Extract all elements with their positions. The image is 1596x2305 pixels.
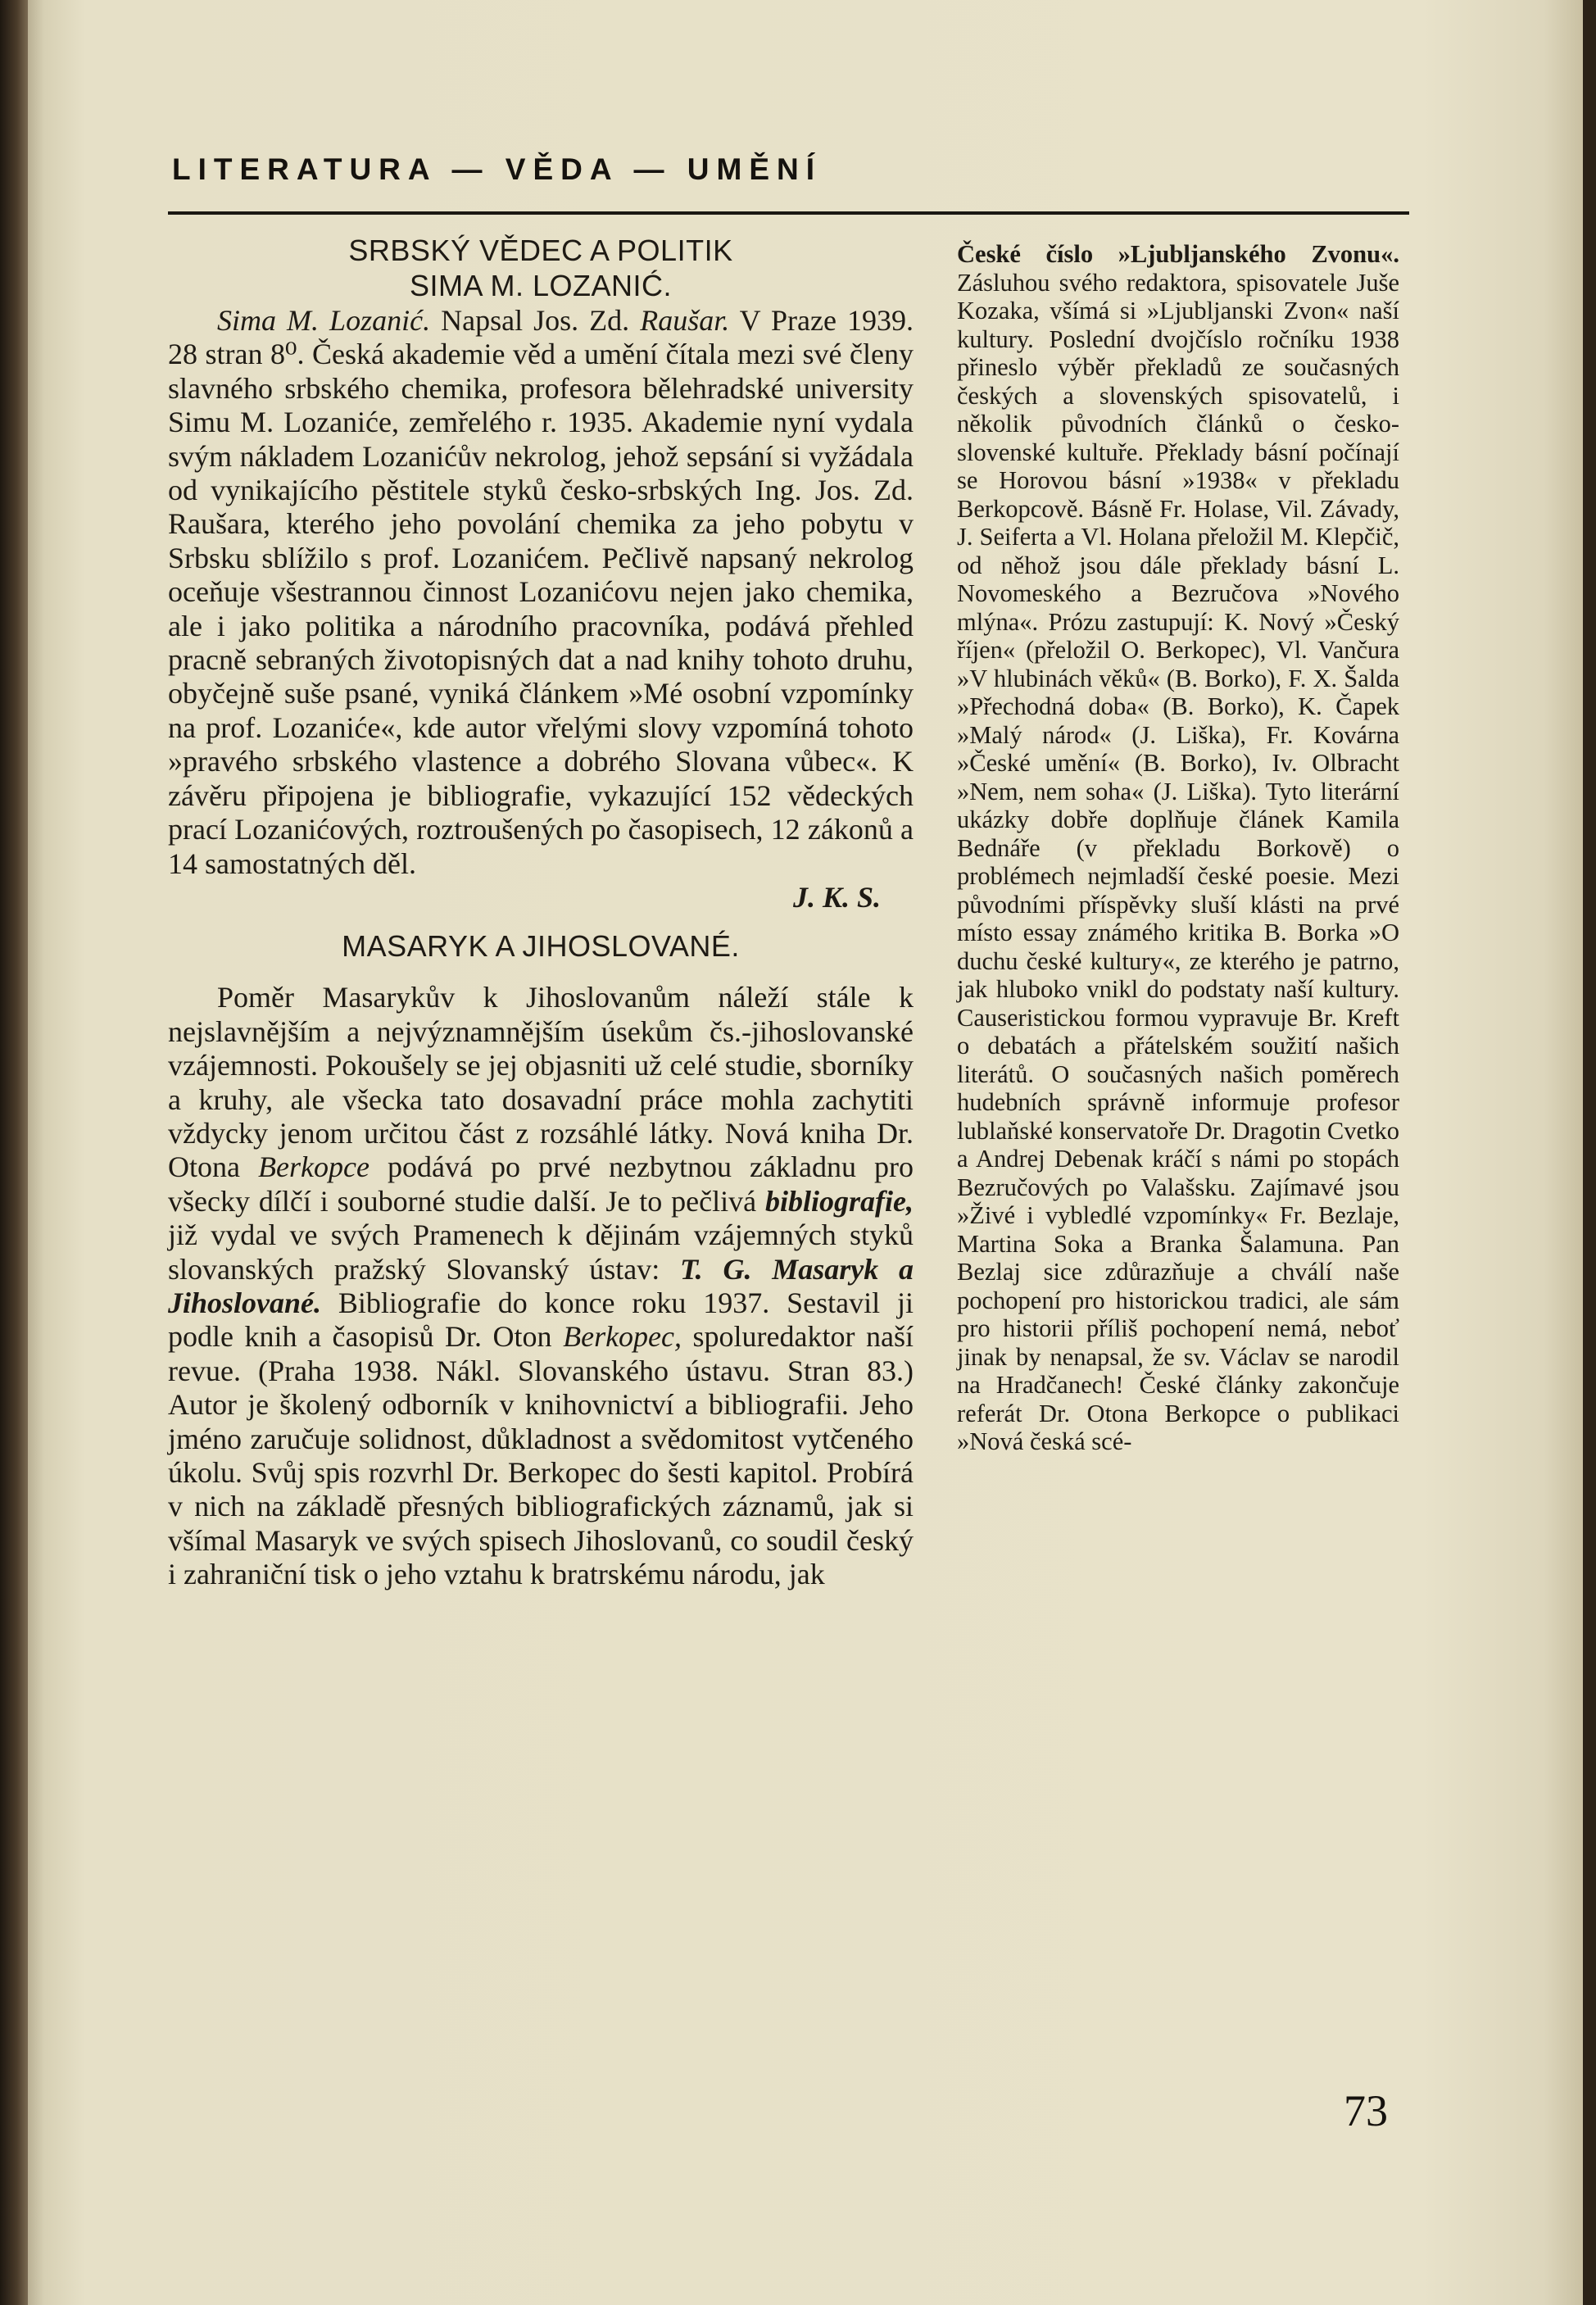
article2-text-b: podává po prvé nezbytnou základnu pro všecky dílčí i souborné studie další. Je to pečlivá: [168, 1150, 914, 1218]
article1-book-author: Sima M. Lozanić.: [217, 304, 431, 337]
article2-name-berkopce: Berkopce: [258, 1150, 370, 1184]
page-number: 73: [1344, 2086, 1388, 2135]
right-column: [957, 240, 1399, 1456]
article1-book-meta: Napsal Jos. Zd.: [430, 304, 641, 337]
left-column: [168, 234, 914, 1592]
article2-text-e: spoluredaktor naší revue. (Praha 1938. Nákl. Slovanského ústavu. Stran 83.) Autor je školený odborník v knihovnictví a bibliografii. Jeho jméno zaručuje solidnost, důkladnost a svědomitost vytčeného úkolu. Svůj spis rozvrhl Dr. Berkopec do šesti kapitol. Probírá v nich na základě přesných bibliografických záznamů, jak si všímal Masaryk ve svých spisech Jihoslovanů, co soudil český i zahraniční tisk o jeho vztahu k bratrskému národu, jak: [168, 1320, 914, 1591]
article2-title: MASARYK A JIHOSLOVANÉ.: [342, 929, 740, 964]
right-column-lead: České číslo »Ljubljanského Zvonu«.: [957, 240, 1399, 268]
article1-title-line2: SIMA M. LOZANIĆ.: [409, 269, 673, 302]
article1-signature: J. K. S.: [792, 880, 881, 914]
article2-name-berkopec: Berkopec,: [563, 1320, 682, 1354]
article2-word-bibliografie: bibliografie,: [765, 1184, 914, 1218]
article1-title-line1: SRBSKÝ VĚDEC A POLITIK: [348, 234, 733, 267]
article2-body: [168, 981, 914, 1591]
article2-text-a: Poměr Masarykův k Jihoslovanům náleží stále k nejslavnějším a nejvýznamnějším úsekům čs.-jihoslovanské vzájemnosti. Pokoušely se jej objasniti už celé studie, sborníky a kruhy, ale všecka tato dosavadní práce mohla zachytiti vždycky jenom určitou část z rozsáhlé látky. Nová kniha Dr. Otona: [168, 981, 914, 1184]
header-rule: [168, 211, 1409, 215]
article2-book-title: T. G. Masaryk a Jihoslované.: [168, 1252, 914, 1319]
book-gutter: [0, 0, 28, 2305]
article1-book-writer: Raušar.: [640, 304, 730, 337]
right-column-text: [957, 240, 1399, 1456]
article2-text-d: Bibliografie do konce roku 1937. Sestavil ji podle knih a časopisů Dr. Oton: [168, 1286, 914, 1354]
running-head: LITERATURA — VĚDA — UMĚNÍ: [172, 152, 823, 186]
article1-body-text: V Praze 1939. 28 stran 8⁰. Česká akademie věd a umění čítala mezi své členy slavného srbského chemika, profesora bělehradské university Simu M. Lozaniće, zemřelého r. 1935. Akademie nyní vydala svým nákladem Lozanićův nekrolog, jehož sepsání si vyžádala od vynikajícího pěstitele styků česko-srbských Ing. Jos. Zd. Raušara, kterého jeho povolání chemika za jeho pobytu v Srbsku sblížilo s prof. Lozanićem. Pečlivě napsaný nekrolog oceňuje všestrannou činnost Lozanićovu nejen jako chemika, ale i jako politika a národního pracovníka, podává přehled pracně sebraných životopisných dat a nad knihy tohoto druhu, obyčejně suše psané, vyniká článkem »Mé osobní vzpomínky na prof. Lozaniće«, kde autor vřelými slovy vzpomíná tohoto »pravého srbského vlastence a dobrého Slovana vůbec«. K závěru připojena je bibliografie, vykazující 152 vědeckých prací Lozanićových, roztroušených po časopisech, 12 zákonů a 14 samostatných děl.: [168, 304, 914, 880]
article1-body: [168, 304, 914, 881]
right-column-body: Zásluhou svého redaktora, spisovatele Juše Kozaka, všímá si »Ljubljanski Zvon« naší kultury. Poslední dvojčíslo ročníku 1938 přineslo výběr překladů ze současných českých a slovenských spisovatelů, i několik původních článků o česko-slovenské kultuře. Překlady básní počínají se Horovou básní »1938« v překladu Berkopcově. Básně Fr. Holase, Vil. Závady, J. Seiferta a Vl. Holana přeložil M. Klepčič, od něhož jsou dále překlady básní L. Novomeského a Bezručova »Nového mlýna«. Prózu zastupují: K. Nový »Český říjen« (přeložil O. Berkopec), Vl. Vančura »V hlubinách věků« (B. Borko), F. X. Šalda »Přechodná doba« (B. Borko), K. Čapek »Malý národ« (J. Liška), Fr. Kovárna »České umění« (B. Borko), Iv. Olbracht »Nem, nem soha« (J. Liška). Tyto literární ukázky dobře doplňuje článek Kamila Bednáře (v překladu Borkově) o problémech nejmladší české poesie. Mezi původními příspěvky sluší klásti na prvé místo essay známého kritika B. Borka »O duchu české kultury«, ze kterého je patrno, jak hluboko vnikl do podstaty naší kultury. Causeristickou formou vypravuje Br. Kreft o debatách a přátelském soužití našich literátů. O současných našich poměrech hudebních správně informuje profesor lublaňské konservatoře Dr. Dragotin Cvetko a Andrej Debenak kráčí s námi po stopách Bezručových po Valašsku. Zajímavé jsou »Živé i vybledlé vzpomínky« Fr. Bezlaje, Martina Soka a Branka Šalamuna. Pan Bezlaj sice zdůrazňuje a chválí naše pochopení pro historickou tradici, ale sám pro historii příliš pochopení nemá, neboť jinak by nenapsal, že sv. Václav se narodil na Hradčanech! České články zakončuje referát Dr. Otona Berkopce o publikaci »Nová česká scé-: [957, 268, 1399, 1455]
article2-text-c: již vydal ve svých Pramenech k dějinám vzájemných styků slovanských pražský Slovanský ústav:: [168, 1218, 914, 1286]
